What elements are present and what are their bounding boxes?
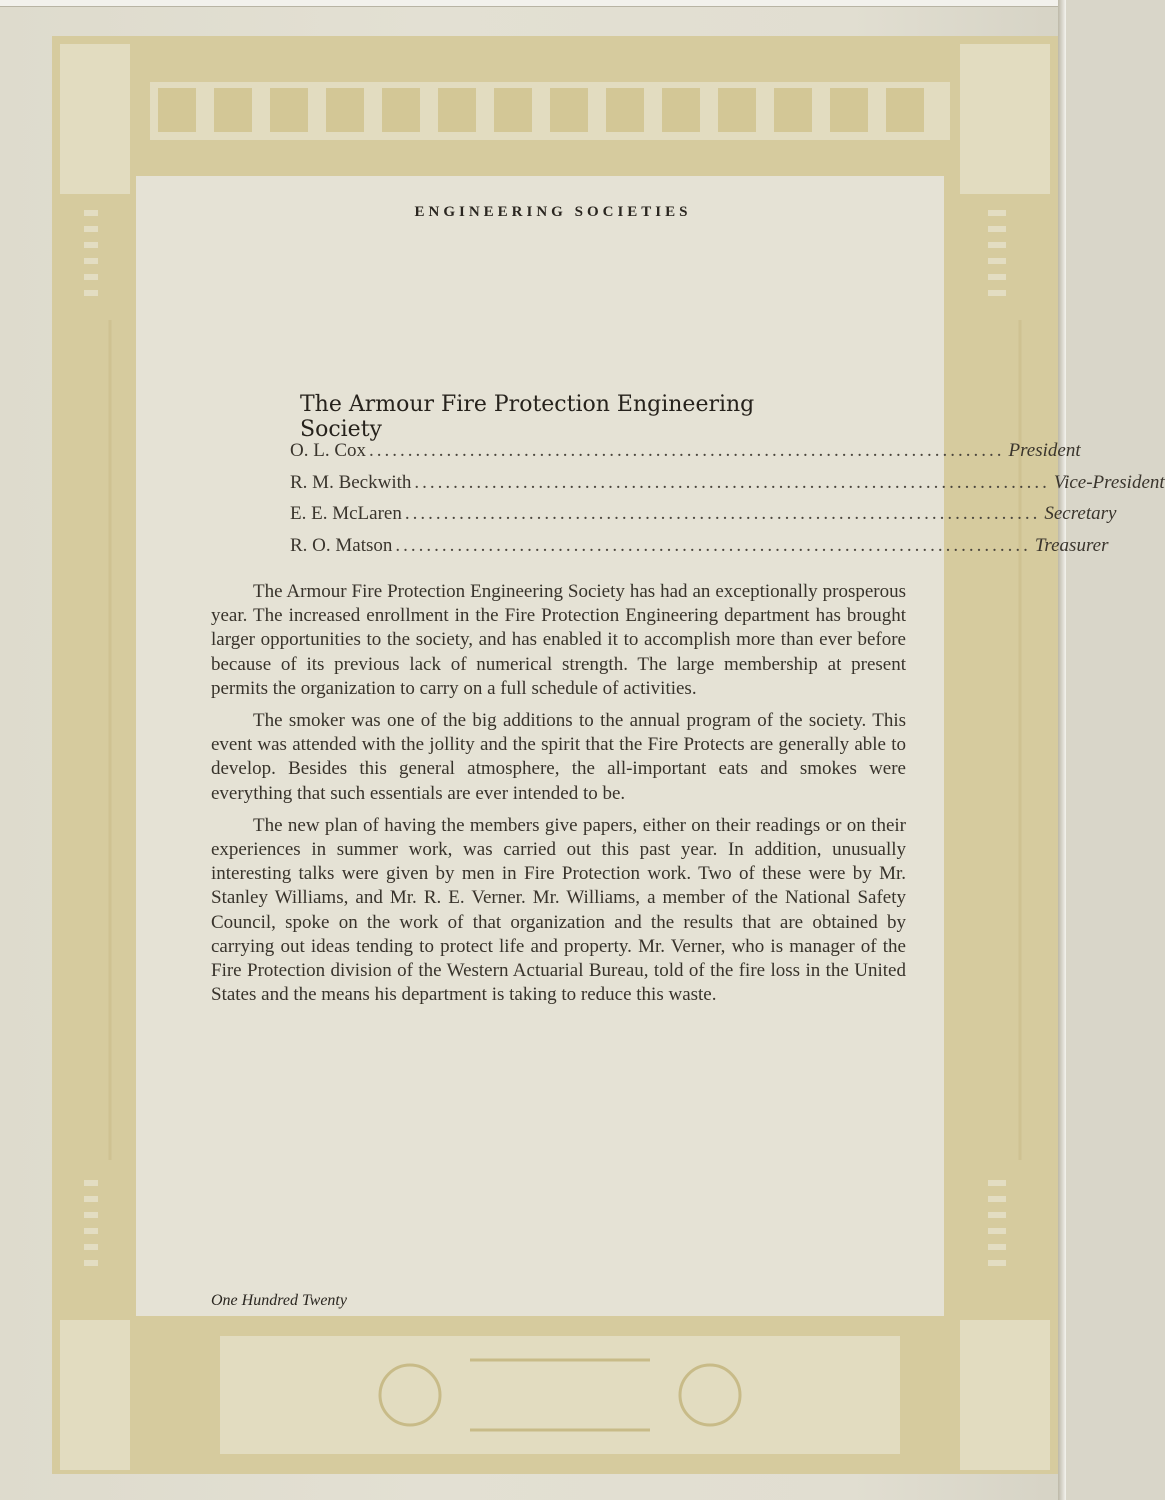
left-ornament-column <box>52 36 136 1474</box>
officer-list <box>290 440 1165 566</box>
officer-office: President <box>1008 440 1081 461</box>
officer-row <box>290 534 1109 567</box>
leader-dots: .................................................................................. <box>414 471 1050 493</box>
body-paragraph: The smoker was one of the big additions to the annual program of the society. This event was attended with the jollity and the spirit that the Fire Protects are generally able to develop. Besides this general atmosphere, the all-important eats and smokes were everything that such essentials are ever intended to be. <box>211 710 906 804</box>
page-number: One Hundred Twenty <box>211 1292 347 1309</box>
officer-name: E. E. McLaren <box>290 503 402 524</box>
body-paragraph: The Armour Fire Protection Engineering Society has had an exceptionally prosperous year. The increased enrollment in the Fire Protection Engineering department has brought larger opportunities to the society, and has enabled it to accomplish more than ever before because of its previous lack of numerical strength. The large membership at present permits the organization to carry on a full schedule of activities. <box>211 581 906 699</box>
article-body <box>211 580 906 1015</box>
officer-office: Secretary <box>1044 503 1117 524</box>
scan-right-edge <box>1058 0 1066 1500</box>
leader-dots: .................................................................................. <box>369 440 1005 461</box>
officer-name: R. M. Beckwith <box>290 471 412 493</box>
officer-name: R. O. Matson <box>290 534 393 556</box>
leader-dots: .................................................................................. <box>404 503 1041 524</box>
body-paragraph: The new plan of having the members give papers, either on their readings or on their experiences in summer work, was carried out this past year. In addition, unusually interesting talks were given by men in Fire Protection work. Two of these were by Mr. Stanley Williams, and Mr. R. E. Verner. Mr. Williams, a member of the National Safety Council, spoke on the work of that organization and the results that are obtained by carrying out ideas tending to protect life and property. Mr. Verner, who is manager of the Fire Protection division of the Western Actuarial Bureau, told of the fire loss in the United States and the means his department is taking to reduce this waste. <box>211 814 906 1006</box>
officer-office: Vice-President <box>1053 471 1165 493</box>
leader-dots: .................................................................................. <box>395 534 1031 556</box>
running-head: ENGINEERING SOCIETIES <box>414 204 692 220</box>
officer-name: O. L. Cox <box>290 440 366 461</box>
officer-office: Treasurer <box>1034 534 1109 556</box>
officer-row <box>290 440 1081 472</box>
officer-row <box>290 471 1165 504</box>
article-title: The Armour Fire Protection Engineering Society <box>300 392 755 442</box>
right-ornament-column <box>944 36 1058 1474</box>
officer-row <box>290 503 1117 535</box>
